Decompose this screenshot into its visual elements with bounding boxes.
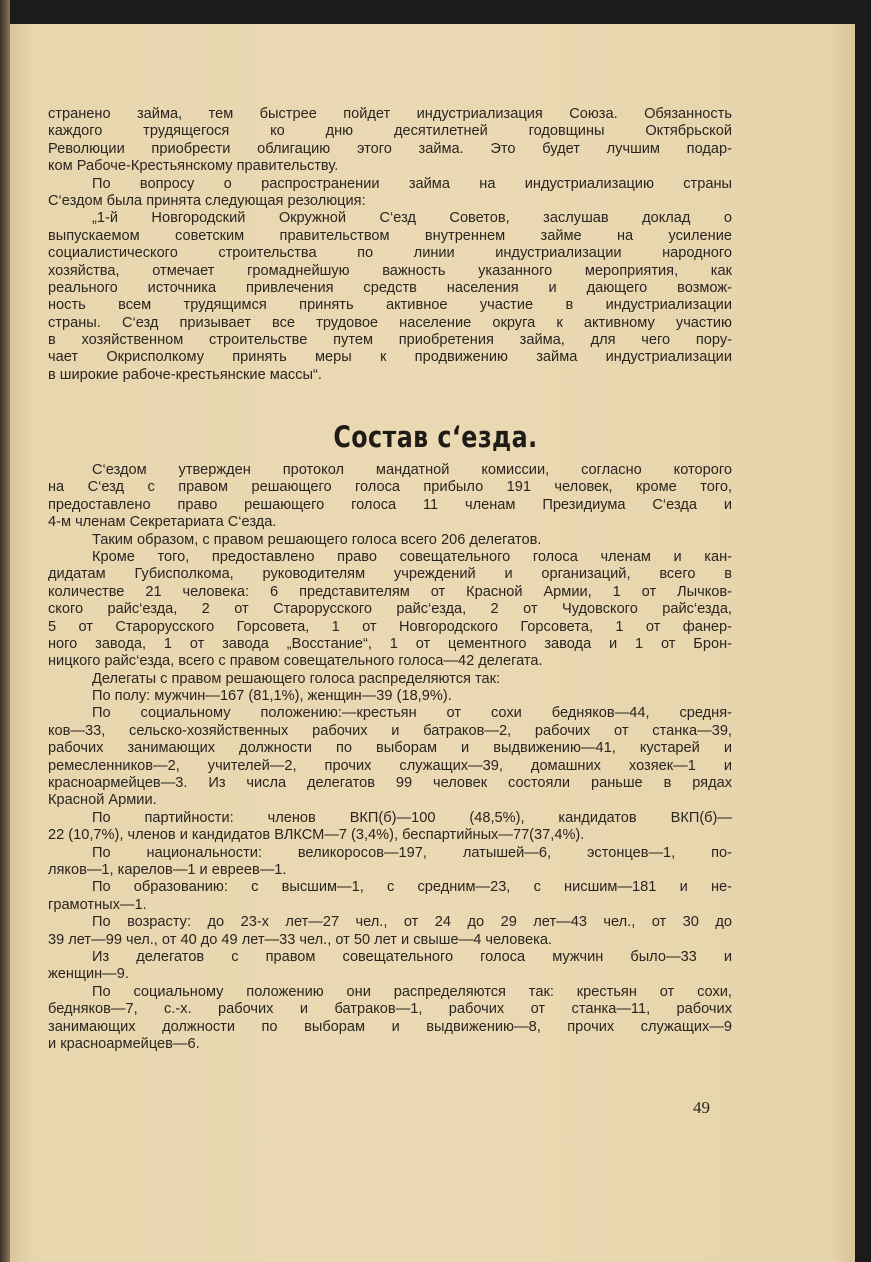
page-number: 49	[693, 1098, 710, 1117]
paragraph	[48, 914, 732, 949]
paragraph	[48, 688, 732, 705]
book-spine-edge	[0, 0, 10, 1262]
text-line: количестве 21 человека: 6 представителям от Красной Армии, 1 от Лычков-	[48, 583, 732, 600]
paragraph	[48, 106, 732, 176]
text-line: 39 лет—99 чел., от 40 до 49 лет—33 чел., от 50 лет и свыше—4 человека.	[48, 931, 552, 948]
text-line: хозяйства, отмечает громаднейшую важность указанного мероприятия, как	[48, 262, 732, 279]
text-line: 5 от Старорусского Горсовета, 1 от Новгородского Горсовета, 1 от фанер-	[48, 618, 732, 635]
text-line: ницкого райс‘езда, всего с правом совещательного голоса—42 делегата.	[48, 653, 543, 670]
paragraph	[48, 984, 732, 1054]
text-line: Революции приобрести облигацию этого займа. Это будет лучшим подар-	[48, 140, 732, 157]
section-heading: Состав с‘езда.	[333, 420, 538, 454]
text-line: По возрасту: до 23-х лет—27 чел., от 24 до 29 лет—43 чел., от 30 до	[92, 914, 732, 931]
text-line: страны. С‘езд призывает все трудовое население округа к активному участию	[48, 314, 732, 331]
resolution-text	[48, 106, 732, 384]
text-line: в хозяйственном строительстве путем приобретения займа, для чего пору-	[48, 332, 732, 349]
text-line: рабочих занимающих должности по выборам и выдвижению—41, кустарей и	[48, 740, 732, 757]
text-line: грамотных—1.	[48, 896, 147, 913]
text-line: Кроме того, предоставлено право совещательного голоса членам и кан-	[92, 548, 732, 565]
text-line: занимающих должности по выборам и выдвижению—8, прочих служащих—9	[48, 1018, 732, 1035]
text-line: 4-м членам Секретариата С‘езда.	[48, 514, 277, 531]
congress-composition-text	[48, 462, 732, 1053]
text-line: Из делегатов с правом совещательного голоса мужчин было—33 и	[92, 948, 732, 965]
text-line: каждого трудящегося ко дню десятилетней годовщины Октябрьской	[48, 123, 732, 140]
text-line: По партийности: членов ВКП(б)—100 (48,5%), кандидатов ВКП(б)—	[92, 809, 732, 826]
text-line: ского райс‘езда, 2 от Старорусского райс‘езда, 2 от Чудовского райс‘езда,	[48, 601, 732, 618]
paragraph	[48, 210, 732, 384]
text-line: красноармейцев—3. Из числа делегатов 99 человек состояли раньше в рядах	[48, 775, 732, 792]
paragraph	[48, 879, 732, 914]
text-line: чает Окрисполкому принять меры к продвижению займа индустриализации	[48, 349, 732, 366]
paragraph	[48, 462, 732, 532]
text-line: ность всем трудящимся принять активное участие в индустриализации	[48, 297, 732, 314]
text-line: По полу: мужчин—167 (81,1%), женщин—39 (18,9%).	[92, 688, 452, 705]
paragraph	[48, 176, 732, 211]
paragraph	[48, 671, 732, 688]
text-line: и красноармейцев—6.	[48, 1035, 200, 1052]
text-line: „1-й Новгородский Окружной С‘езд Советов, заслушав доклад о	[92, 210, 732, 227]
paragraph	[48, 845, 732, 880]
text-line: По образованию: с высшим—1, с средним—23, с нисшим—181 и не-	[92, 879, 732, 896]
text-line: предоставлено право решающего голоса 11 членам Президиума С‘езда и	[48, 496, 732, 513]
text-line: Делегаты с правом решающего голоса распределяются так:	[92, 670, 501, 687]
text-line: бедняков—7, с.-х. рабочих и батраков—1, рабочих от станка—11, рабочих	[48, 1001, 732, 1018]
text-line: ного завода, 1 от завода „Восстание“, 1 от цементного завода и 1 от Брон-	[48, 635, 732, 652]
paragraph	[48, 705, 732, 809]
text-line: ляков—1, карелов—1 и евреев—1.	[48, 861, 287, 878]
text-line: По социальному положению:—крестьян от сохи бедняков—44, средня-	[92, 705, 732, 722]
text-line: социалистического строительства по линии индустриализации народного	[48, 245, 732, 262]
text-line: С‘ездом утвержден протокол мандатной комиссии, согласно которого	[92, 462, 732, 478]
text-line: По вопросу о распространении займа на индустриализацию страны	[92, 175, 732, 192]
text-line: странено займа, тем быстрее пойдет индустриализация Союза. Обязанность	[48, 106, 732, 122]
text-line: ремесленников—2, учителей—2, прочих служащих—39, домашних хозяек—1 и	[48, 757, 732, 774]
text-line: на С‘езд с правом решающего голоса прибыло 191 человек, кроме того,	[48, 479, 732, 496]
paragraph	[48, 532, 732, 549]
text-line: реального источника привлечения средств населения и дающего возмож-	[48, 279, 732, 296]
text-line: ком Рабоче-Крестьянскому правительству.	[48, 158, 339, 175]
text-line: Таким образом, с правом решающего голоса всего 206 делегатов.	[92, 531, 542, 548]
paragraph	[48, 549, 732, 671]
text-line: По социальному положению они распределяются так: крестьян от сохи,	[92, 983, 732, 1000]
text-line: женщин—9.	[48, 966, 129, 983]
text-line: ков—33, сельско-хозяйственных рабочих и батраков—2, рабочих от станка—39,	[48, 722, 732, 739]
text-line: выпускаемом советским правительством внутреннем займе на усиление	[48, 227, 732, 244]
text-line: дидатам Губисполкома, руководителям учреждений и организаций, всего в	[48, 566, 732, 583]
paragraph	[48, 949, 732, 984]
text-line: С‘ездом была принята следующая резолюция:	[48, 192, 366, 209]
text-line: в широкие рабоче-крестьянские массы“.	[48, 366, 322, 383]
paragraph	[48, 810, 732, 845]
text-line: 22 (10,7%), членов и кандидатов ВЛКСМ—7 (3,4%), беспартийных—77(37,4%).	[48, 827, 585, 844]
text-line: Красной Армии.	[48, 792, 157, 809]
text-line: По национальности: великоросов—197, латышей—6, эстонцев—1, по-	[92, 844, 732, 861]
